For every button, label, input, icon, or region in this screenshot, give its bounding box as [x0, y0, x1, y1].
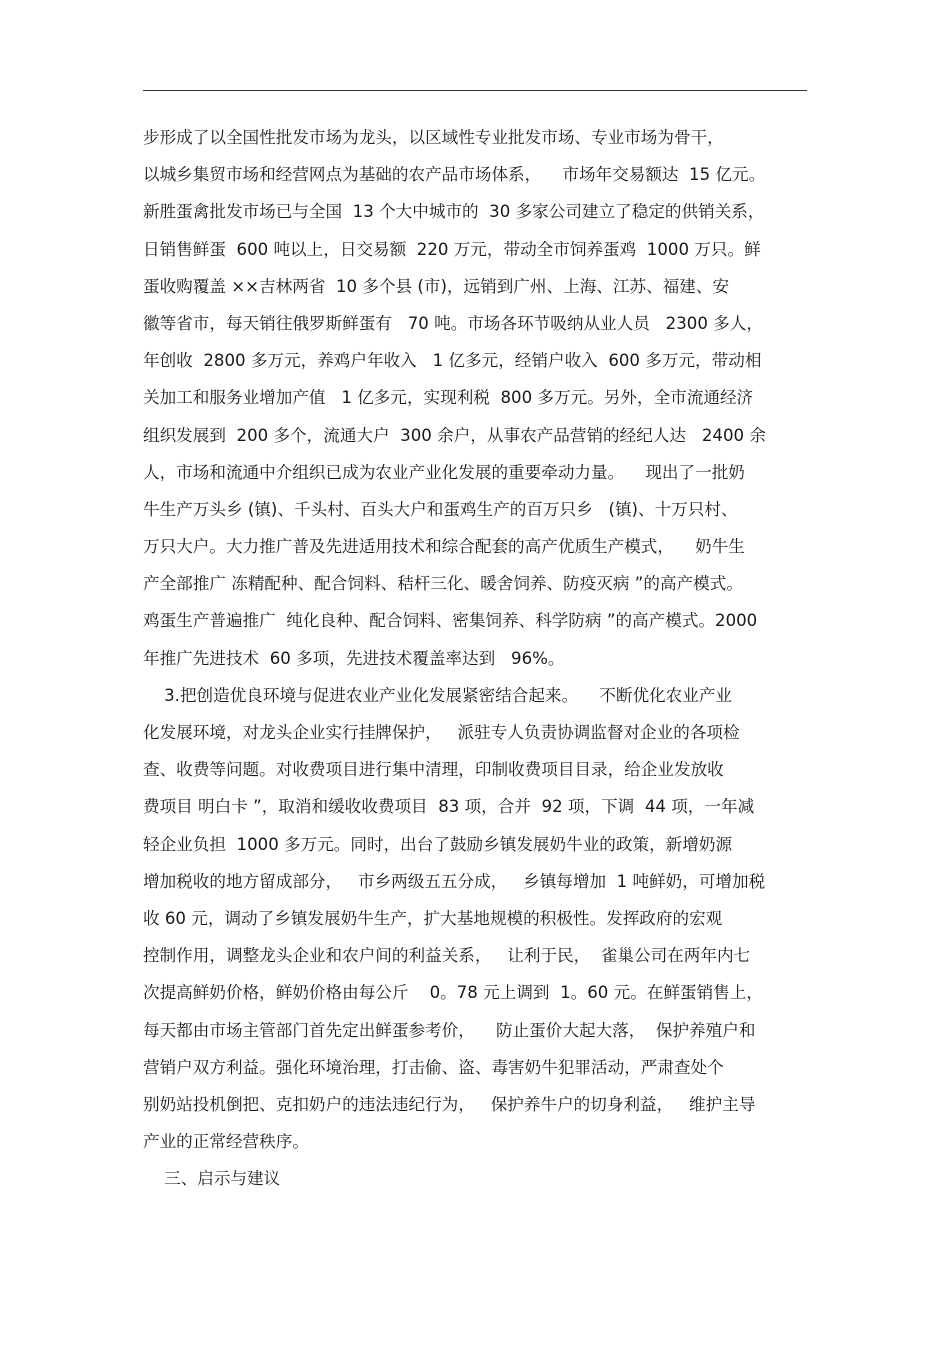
text-line: 鸡蛋生产普遍推广 纯化良种、配合饲料、密集饲养、科学防病 ”的高产模式。2000 — [143, 611, 758, 631]
text-line: 别奶站投机倒把、克扣奶户的违法违纪行为， 保护养牛户的切身利益， 维护主导 — [143, 1094, 756, 1114]
text-line: 产业的正常经营秩序。 — [143, 1132, 309, 1152]
text-line: 关加工和服务业增加产值 1 亿多元，实现利税 800 多万元。另外，全市流通经济 — [143, 388, 754, 408]
paragraph-start: 3.把创造优良环境与促进农业产业化发展紧密结合起来。 不断优化农业产业 — [143, 685, 733, 705]
text-line: 年推广先进技术 60 多项，先进技术覆盖率达到 96%。 — [143, 648, 565, 668]
text-line: 以城乡集贸市场和经营网点为基础的农产品市场体系， 市场年交易额达 15 亿元。 — [143, 165, 766, 185]
text-line: 新胜蛋禽批发市场已与全国 13 个大中城市的 30 多家公司建立了稳定的供销关系， — [143, 202, 765, 222]
text-line: 次提高鲜奶价格，鲜奶价格由每公斤 0。78 元上调到 1。60 元。在鲜蛋销售上， — [143, 983, 763, 1003]
text-line: 蛋收购覆盖 ××吉林两省 10 多个县 (市)，远销到广州、上海、江苏、福建、安 — [143, 276, 730, 296]
text-line: 增加税收的地方留成部分， 市乡两级五五分成， 乡镇每增加 1 吨鲜奶，可增加税 — [143, 871, 766, 891]
section-heading: 三、启示与建议 — [143, 1169, 281, 1189]
text-line: 轻企业负担 1000 多万元。同时，出台了鼓励乡镇发展奶牛业的政策，新增奶源 — [143, 834, 733, 854]
text-line: 每天都由市场主管部门首先定出鲜蛋参考价， 防止蛋价大起大落， 保护养殖户和 — [143, 1020, 756, 1040]
text-line: 费项目 明白卡 ”，取消和缓收收费项目 83 项，合并 92 项，下调 44 项，一年减 — [143, 797, 755, 817]
text-line: 营销户双方利益。强化环境治理，打击偷、盗、毒害奶牛犯罪活动，严肃查处个 — [143, 1057, 724, 1077]
text-line: 年创收 2800 多万元，养鸡户年收入 1 亿多元，经销户收入 600 多万元，带动相 — [143, 351, 762, 371]
text-line: 牛生产万头乡 (镇)、千头村、百头大户和蛋鸡生产的百万只乡 (镇)、十万只村、 — [143, 499, 738, 519]
text-line: 人，市场和流通中介组织已成为农业产业化发展的重要牵动力量。 现出了一批奶 — [143, 462, 745, 482]
text-line: 万只大户。大力推广普及先进适用技术和综合配套的高产优质生产模式， 奶牛生 — [143, 537, 745, 557]
document-body — [143, 119, 815, 1197]
text-line: 徽等省市，每天销往俄罗斯鲜蛋有 70 吨。市场各环节吸纳从业人员 2300 多人， — [143, 313, 763, 333]
text-line: 组织发展到 200 多个，流通大户 300 余户，从事农产品营销的经纪人达 2400 余 — [143, 425, 766, 445]
text-line: 控制作用，调整龙头企业和农户间的利益关系， 让利于民， 雀巢公司在两年内七 — [143, 946, 751, 966]
text-line: 化发展环境，对龙头企业实行挂牌保护， 派驻专人负责协调监督对企业的各项检 — [143, 723, 740, 742]
text-line: 步形成了以全国性批发市场为龙头，以区域性专业批发市场、专业市场为骨干， — [143, 128, 724, 147]
text-line: 日销售鲜蛋 600 吨以上，日交易额 220 万元，带动全市饲养蛋鸡 1000 万只。鲜 — [143, 239, 761, 259]
header-rule — [143, 90, 807, 91]
text-line: 产全部推广 冻精配种、配合饲料、秸杆三化、暖舍饲养、防疫灭病 ”的高产模式。 — [143, 574, 743, 594]
text-line: 查、收费等问题。对收费项目进行集中清理，印制收费项目目录，给企业发放收 — [143, 760, 724, 780]
text-line: 收 60 元，调动了乡镇发展奶牛生产，扩大基地规模的积极性。发挥政府的宏观 — [143, 908, 723, 928]
